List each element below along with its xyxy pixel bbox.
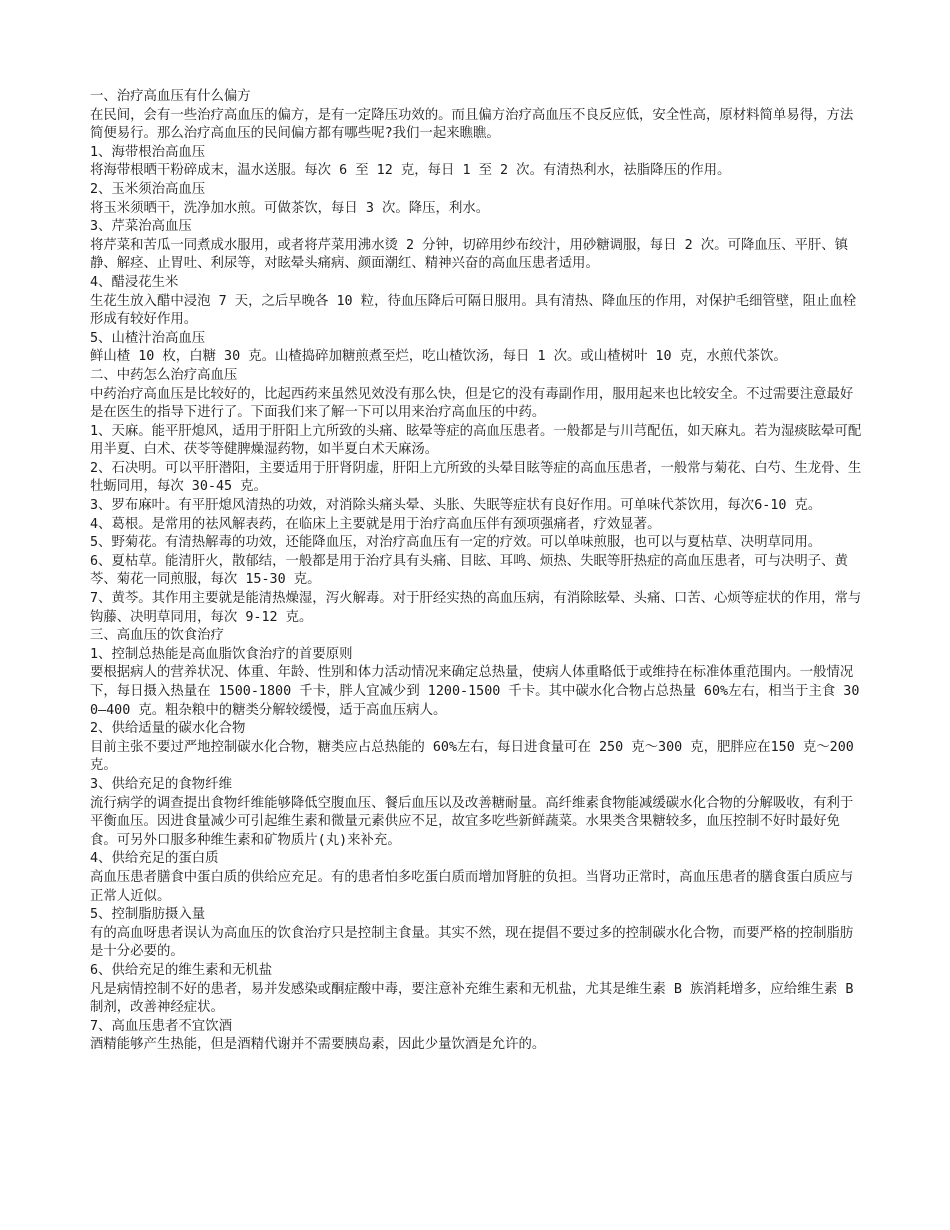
list-item: 3、罗布麻叶。有平肝熄风清热的功效，对消除头痛头晕、头胀、失眠等症状有良好作用。可单味代茶饮用，每次6-10 克。 (90, 498, 822, 514)
list-item: 5、野菊花。有清热解毒的功效，还能降血压，对治疗高血压有一定的疗效。可以单味煎服，也可以与夏枯草、决明草同用。 (90, 535, 822, 551)
document-body (90, 88, 862, 1055)
item-heading: 4、供给充足的蛋白质 (90, 851, 219, 867)
paragraph: 流行病学的调查提出食物纤维能够降低空腹血压、餐后血压以及改善糖耐量。高纤维素食物能减缓碳水化合物的分解吸收，有利于平衡血压。因进食量减少可引起维生素和微量元素供应不足，故宜多吃些新鲜蔬菜。水果类含果糖较多，血压控制不好时最好免食。可另外口服多种维生素和矿物质片(丸)来补充。 (90, 795, 854, 848)
paragraph: 生花生放入醋中浸泡 7 天，之后早晚各 10 粒，待血压降后可隔日服用。具有清热、降血压的作用，对保护毛细管壁，阻止血栓形成有较好作用。 (90, 293, 857, 328)
section-heading: 二、中药怎么治疗高血压 (90, 367, 238, 383)
list-item: 2、石决明。可以平肝潜阳，主要适用于肝肾阴虚，肝阳上亢所致的头晕目眩等症的高血压患者，一般常与菊花、白芍、生龙骨、生牡蛎同用，每次 30-45 克。 (90, 460, 862, 495)
list-item: 6、夏枯草。能清肝火，散郁结，一般都是用于治疗具有头痛、目眩、耳鸣、烦热、失眠等肝热症的高血压患者，可与决明子、黄芩、菊花一同煎服，每次 15-30 克。 (90, 553, 848, 588)
list-item: 1、天麻。能平肝熄风，适用于肝阳上亢所致的头痛、眩晕等症的高血压患者。一般都是与川芎配伍，如天麻丸。若为湿痰眩晕可配用半夏、白术、茯苓等健脾燥湿药物，如半夏白术天麻汤。 (90, 423, 862, 458)
section-heading: 三、高血压的饮食治疗 (90, 628, 224, 644)
section-heading: 一、治疗高血压有什么偏方 (90, 89, 251, 104)
item-heading: 2、玉米须治高血压 (90, 181, 206, 197)
item-heading: 3、供给充足的食物纤维 (90, 776, 232, 792)
paragraph: 有的高血呀患者误认为高血压的饮食治疗只是控制主食量。其实不然，现在提倡不要过多的控制碳水化合物，而要严格的控制脂肪是十分必要的。 (90, 925, 854, 960)
paragraph: 在民间，会有一些治疗高血压的偏方，是有一定降压功效的。而且偏方治疗高血压不良反应低，安全性高，原材料简单易得，方法简便易行。那么治疗高血压的民间偏方都有哪些呢?我们一起来瞧瞧。 (90, 107, 854, 142)
paragraph: 目前主张不要过严地控制碳水化合物，糖类应占总热能的 60%左右，每日进食量可在 250 克～300 克，肥胖应在150 克～200 克。 (90, 739, 862, 774)
item-heading: 3、芹菜治高血压 (90, 219, 192, 235)
paragraph: 凡是病情控制不好的患者，易并发感染或酮症酸中毒，要注意补充维生素和无机盐，尤其是维生素 B 族消耗增多，应给维生素 B 制剂，改善神经症状。 (90, 981, 862, 1016)
paragraph: 将玉米须晒干，洗净加水煎。可做茶饮，每日 3 次。降压，利水。 (90, 200, 490, 216)
paragraph: 将芹菜和苦瓜一同煮成水服用，或者将芹菜用沸水烫 2 分钟，切碎用纱布绞汁，用砂糖调服，每日 2 次。可降血压、平肝、镇静、解痉、止胃吐、利尿等，对眩晕头痛病、颜面潮红、精神兴奋的高血压患者适用。 (90, 237, 849, 272)
item-heading: 7、高血压患者不宜饮酒 (90, 1018, 232, 1034)
item-heading: 1、海带根治高血压 (90, 144, 206, 160)
item-heading: 2、供给适量的碳水化合物 (90, 721, 246, 737)
paragraph: 高血压患者膳食中蛋白质的供给应充足。有的患者怕多吃蛋白质而增加肾脏的负担。当肾功正常时，高血压患者的膳食蛋白质应与正常人近似。 (90, 869, 854, 904)
paragraph: 要根据病人的营养状况、体重、年龄、性别和体力活动情况来确定总热量，使病人体重略低于或维持在标准体重范围内。一般情况下，每日摄入热量在 1500-1800 千卡，胖人宜减少到 1200-1500 千卡。其中碳水化合物占总热量 60%左右，相当于主食 300—400 克。粗杂粮中的糖类分解较缓慢，适于高血压病人。 (90, 665, 860, 718)
paragraph: 将海带根晒干粉碎成末，温水送服。每次 6 至 12 克，每日 1 至 2 次。有清热利水，祛脂降压的作用。 (90, 163, 731, 179)
item-heading: 4、醋浸花生米 (90, 274, 179, 290)
item-heading: 1、控制总热能是高血脂饮食治疗的首要原则 (90, 646, 353, 662)
paragraph: 酒精能够产生热能，但是酒精代谢并不需要胰岛素，因此少量饮酒是允许的。 (90, 1037, 546, 1053)
paragraph: 中药治疗高血压是比较好的，比起西药来虽然见效没有那么快，但是它的没有毒副作用，服用起来也比较安全。不过需要注意最好是在医生的指导下进行了。下面我们来了解一下可以用来治疗高血压的中药。 (90, 386, 854, 421)
item-heading: 5、控制脂肪摄入量 (90, 907, 206, 923)
item-heading: 6、供给充足的维生素和无机盐 (90, 962, 273, 978)
paragraph: 鲜山楂 10 枚，白糖 30 克。山楂捣碎加糖煎煮至烂，吃山楂饮汤，每日 1 次。或山楂树叶 10 克，水煎代茶饮。 (90, 349, 787, 365)
list-item: 4、葛根。是常用的祛风解表药，在临床上主要就是用于治疗高血压伴有颈项强痛者，疗效显著。 (90, 516, 661, 532)
item-heading: 5、山楂汁治高血压 (90, 330, 206, 346)
list-item: 7、黄芩。其作用主要就是能清热燥湿，泻火解毒。对于肝经实热的高血压病，有消除眩晕、头痛、口苦、心烦等症状的作用，常与钩藤、决明草同用，每次 9-12 克。 (90, 591, 862, 625)
